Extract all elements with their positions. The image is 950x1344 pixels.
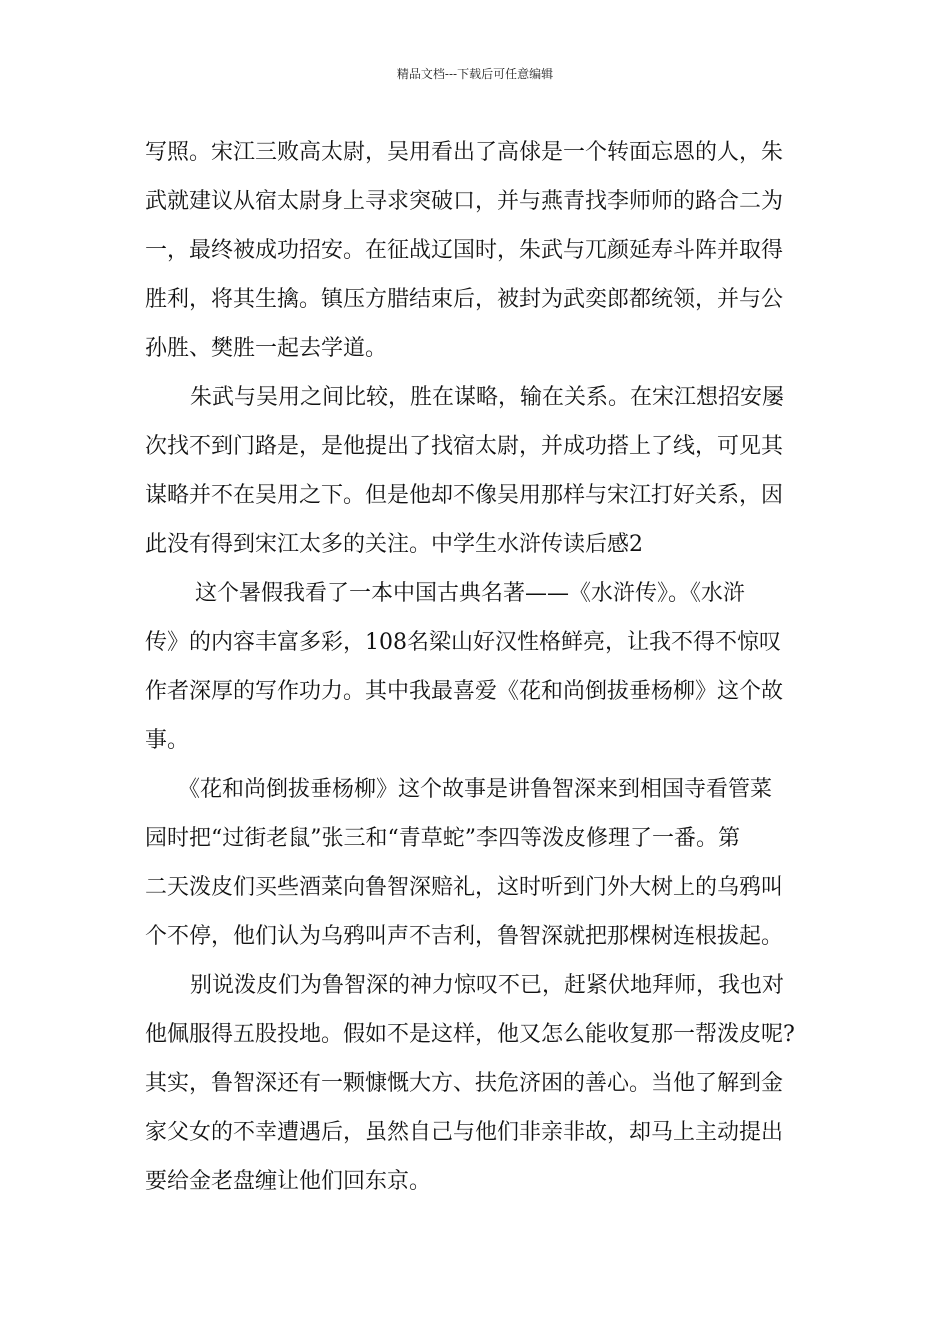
text-line: 园时把“过街老鼠”张三和“青草蛇”李四等泼皮修理了一番。第: [145, 826, 740, 851]
paragraph-first-line: 朱武与吴用之间比较，胜在谋略，输在关系。在宋江想招安屡: [190, 385, 785, 410]
paragraph-first-line: 《花和尚倒拔垂杨柳》这个故事是讲鲁智深来到相国寺看管菜: [178, 777, 773, 802]
text-line: 他佩服得五股投地。假如不是这样，他又怎么能收复那一帮泼皮呢?: [145, 1022, 795, 1047]
text-line: 事。: [145, 728, 190, 753]
text-line: 其实，鲁智深还有一颗慷慨大方、扶危济困的善心。当他了解到金: [145, 1071, 784, 1096]
paragraph-first-line: 别说泼皮们为鲁智深的神力惊叹不已，赶紧伏地拜师，我也对: [190, 973, 785, 998]
text-line: 写照。宋江三败高太尉，吴用看出了高俅是一个转面忘恩的人，朱: [145, 140, 784, 165]
text-line: 胜利，将其生擒。镇压方腊结束后，被封为武奕郎都统领，并与公: [145, 287, 784, 312]
text-line: 传》的内容丰富多彩，108名梁山好汉性格鲜亮，让我不得不惊叹: [145, 630, 781, 655]
text-line: 家父女的不幸遭遇后，虽然自己与他们非亲非故，却马上主动提出: [145, 1120, 784, 1145]
text-line: 谋略并不在吴用之下。但是他却不像吴用那样与宋江打好关系，因: [145, 483, 784, 508]
text-line: 二天泼皮们买些酒菜向鲁智深赔礼，这时听到门外大树上的乌鸦叫: [145, 875, 784, 900]
paragraph-first-line: 这个暑假我看了一本中国古典名著——《水浒传》。《水浒: [195, 581, 746, 606]
text-line: 作者深厚的写作功力。其中我最喜爱《花和尚倒拔垂杨柳》这个故: [145, 679, 784, 704]
text-line: 武就建议从宿太尉身上寻求突破口，并与燕青找李师师的路合二为: [145, 189, 784, 214]
text-line: 此没有得到宋江太多的关注。中学生水浒传读后感2: [145, 532, 643, 557]
text-line: 个不停，他们认为乌鸦叫声不吉利，鲁智深就把那棵树连根拔起。: [145, 924, 784, 949]
page-header: 精品文档---下载后可任意编辑: [396, 67, 554, 81]
text-line: 次找不到门路是，是他提出了找宿太尉，并成功搭上了线，可见其: [145, 434, 784, 459]
text-line: 一，最终被成功招安。在征战辽国时，朱武与兀颜延寿斗阵并取得: [145, 238, 784, 263]
text-line: 要给金老盘缠让他们回东京。: [145, 1169, 432, 1194]
text-line: 孙胜、樊胜一起去学道。: [145, 336, 388, 361]
